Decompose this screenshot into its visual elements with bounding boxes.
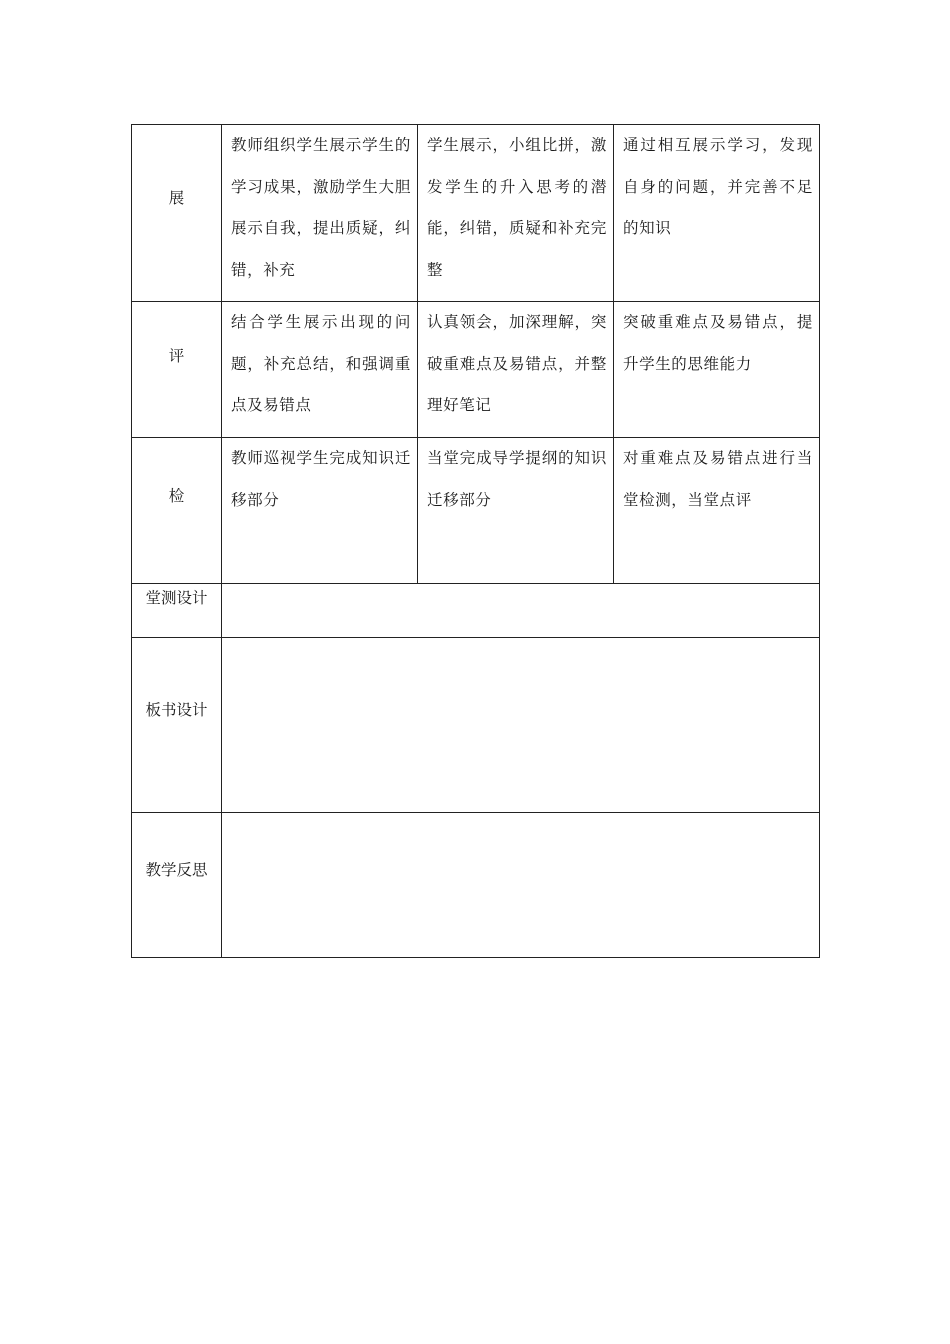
design-intent-cell: 通过相互展示学习，发现自身的问题，并完善不足的知识 (614, 125, 820, 302)
table-row (132, 584, 820, 638)
table-row (132, 302, 820, 438)
board-design-content (222, 638, 820, 813)
reflection-label: 教学反思 (132, 813, 222, 958)
lesson-plan-table (131, 124, 820, 958)
teacher-activity-cell: 教师巡视学生完成知识迁移部分 (222, 438, 418, 584)
student-activity-cell: 学生展示，小组比拼，激发学生的升入思考的潜能，纠错，质疑和补充完整 (418, 125, 614, 302)
table-row (132, 638, 820, 813)
student-activity-cell: 认真领会，加深理解，突破重难点及易错点，并整理好笔记 (418, 302, 614, 438)
stage-label-check: 检 (132, 438, 222, 584)
reflection-content (222, 813, 820, 958)
board-design-label: 板书设计 (132, 638, 222, 813)
teacher-activity-cell: 教师组织学生展示学生的学习成果，激励学生大胆展示自我，提出质疑，纠错，补充 (222, 125, 418, 302)
table-row (132, 813, 820, 958)
teacher-activity-cell: 结合学生展示出现的问题，补充总结，和强调重点及易错点 (222, 302, 418, 438)
stage-label-show: 展 (132, 125, 222, 302)
design-intent-cell: 突破重难点及易错点，提升学生的思维能力 (614, 302, 820, 438)
stage-label-evaluate: 评 (132, 302, 222, 438)
test-design-content (222, 584, 820, 638)
table-row (132, 438, 820, 584)
test-design-label: 堂测设计 (132, 584, 222, 638)
design-intent-cell: 对重难点及易错点进行当堂检测，当堂点评 (614, 438, 820, 584)
student-activity-cell: 当堂完成导学提纲的知识迁移部分 (418, 438, 614, 584)
table-row (132, 125, 820, 302)
